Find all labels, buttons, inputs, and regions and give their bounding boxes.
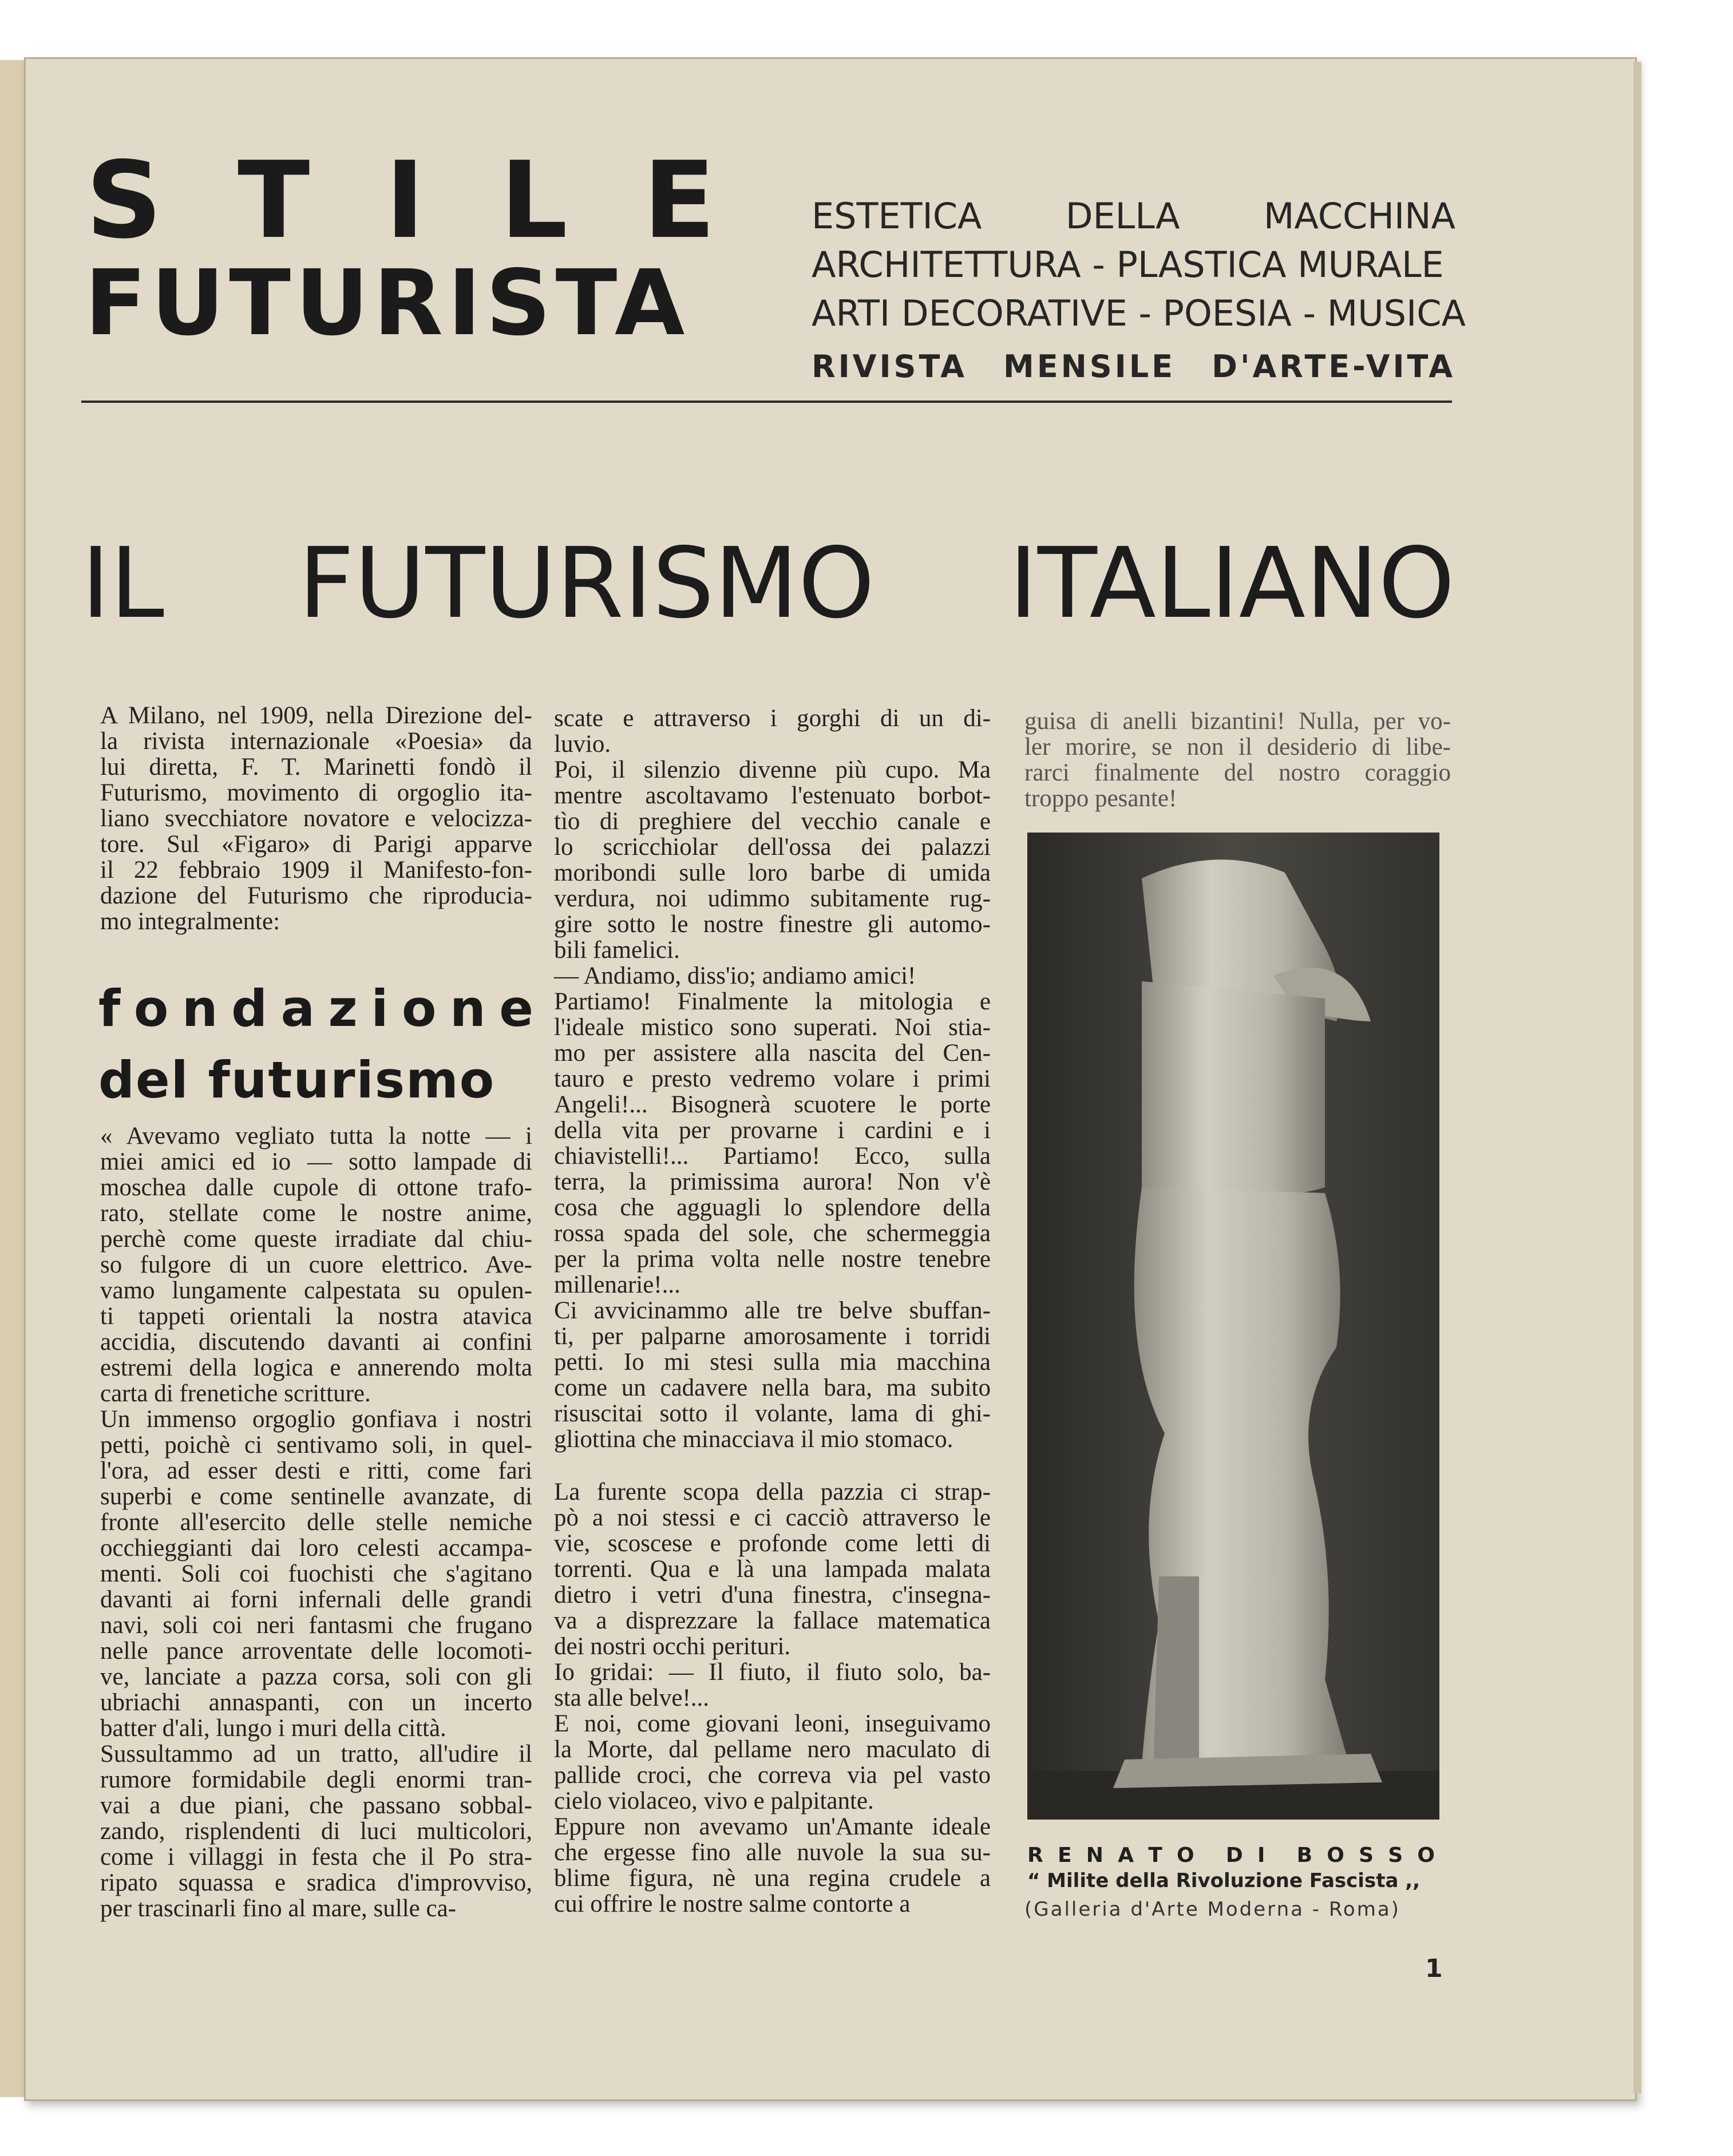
text-line: della vita per provarne i cardini e i [554, 1117, 991, 1144]
text-line: sta alle belve!... [554, 1685, 710, 1711]
text-line: ti, per palparne amorosamente i torridi [554, 1323, 991, 1350]
text-line: estremi della logica e annerendo molta [100, 1354, 532, 1381]
text-line: navi, soli coi neri fantasmi che frugano [100, 1612, 532, 1639]
text-line: bili famelici. [554, 937, 680, 964]
text-line: Io gridai: — Il fiuto, il fiuto solo, ba- [554, 1659, 991, 1686]
text-line: ler morire, se non il desiderio di libe- [1024, 734, 1451, 760]
author-letter: O [1417, 1844, 1435, 1867]
text-line: nelle pance arroventate delle locomoti- [100, 1638, 532, 1664]
author-letter: B [1296, 1844, 1313, 1867]
headline-word: IL [81, 527, 164, 640]
headline-word: ITALIANO [1008, 527, 1455, 640]
manifesto-column-3 [1024, 708, 1451, 811]
text-line: so fulgore di un cuore elettrico. Ave- [100, 1251, 532, 1278]
text-line: chiavistelli!... Partiamo! Ecco, sulla [554, 1143, 991, 1170]
text-line: ti tappeti orientali la nostra atavica [100, 1303, 532, 1330]
sculpture-illustration [1027, 833, 1439, 1820]
masthead-letter: T [238, 138, 310, 262]
section-letter: o [133, 979, 169, 1038]
text-line: come un cadavere nella bara, ma subito [554, 1374, 991, 1401]
text-line: perchè come queste irradiate dal chiu- [100, 1226, 532, 1253]
masthead-title-stile [86, 138, 715, 262]
section-title-line-1 [98, 973, 533, 1044]
text-line: guisa di anelli bizantini! Nulla, per vo- [1024, 708, 1451, 735]
headline-word: FUTURISMO [298, 527, 875, 640]
text-line: vamo lungamente calpestata su opulen- [100, 1277, 532, 1304]
text-line: cui offrire le nostre salme contorte a [554, 1891, 911, 1917]
masthead-subtitle [812, 347, 1455, 387]
masthead-letter: S [86, 138, 163, 262]
text-line: superbi e come sentinelle avanzate, di [100, 1483, 532, 1510]
text-line: troppo pesante! [1024, 785, 1177, 812]
text-line: petti. Io mi stesi sulla mia macchina [554, 1349, 991, 1376]
text-line: la Morte, dal pellame nero maculato di [554, 1736, 991, 1763]
masthead-rule [81, 401, 1452, 403]
text-line: tìo di preghiere del vecchio canale e [554, 808, 991, 835]
text-line: verdura, noi udimmo subitamente rug- [554, 885, 991, 912]
text-line: « Avevamo vegliato tutta la notte — i [100, 1123, 532, 1150]
text-line: E noi, come giovani leoni, inseguivamo [554, 1710, 991, 1737]
section-letter: n [450, 979, 486, 1038]
author-letter: A [1118, 1844, 1134, 1867]
text-line: cielo violaceo, vivo e palpitante. [554, 1788, 874, 1814]
text-line: petti, poichè ci sentivamo soli, in quel- [100, 1432, 532, 1459]
text-line: Poi, il silenzio divenne più cupo. Ma [554, 756, 991, 783]
text-line: lui diretta, F. T. Marinetti fondò il [100, 754, 532, 780]
text-line: rato, stellate come le nostre anime, [100, 1200, 532, 1227]
masthead-letter: E [643, 138, 715, 262]
text-line: risuscitai sotto il volante, lama di ghi- [554, 1400, 991, 1427]
text-line: ubriachi annaspanti, con un incerto [100, 1689, 532, 1716]
text-line: gire sotto le nostre finestre gli automo- [554, 911, 991, 938]
masthead-letter: I [385, 138, 425, 262]
text-line: davanti ai forni infernali delle grandi [100, 1586, 532, 1613]
manifesto-column-2-continued [554, 1479, 991, 1917]
subtitle-word: D'ARTE-VITA [1212, 348, 1455, 385]
text-line: millenarie!... [554, 1271, 680, 1298]
text-line: Eppure non avevamo un'Amante ideale [554, 1813, 991, 1840]
caption-place: (Galleria d'Arte Moderna - Roma) [1024, 1898, 1400, 1921]
text-line: moribondi sulle loro barbe di umida [554, 859, 991, 886]
author-letter: D [1225, 1844, 1243, 1867]
text-line: tore. Sul «Figaro» di Parigi apparve [100, 831, 532, 858]
topics-line-1 [812, 192, 1455, 240]
text-line: Partiamo! Finalmente la mitologia e [554, 988, 991, 1015]
text-line: occhieggianti dai loro celesti accampa- [100, 1535, 532, 1561]
text-line: zando, risplendenti di luci multicolori, [100, 1818, 532, 1845]
text-line: fronte all'esercito delle stelle nemiche [100, 1509, 532, 1536]
text-line: pò a noi stessi e ci cacciò attraverso le [554, 1504, 991, 1531]
text-line: dazione del Futurismo che riproducia- [100, 882, 532, 909]
text-line: cosa che agguagli lo splendore della [554, 1194, 991, 1221]
text-line: gliottina che minacciava il mio stomaco. [554, 1426, 953, 1453]
caption-author [1027, 1842, 1435, 1868]
section-letter: o [402, 979, 437, 1038]
manifesto-column-2 [554, 706, 991, 1452]
page-edge [1633, 62, 1641, 2093]
text-line: Sussultammo ad un tratto, all'udire il [100, 1741, 532, 1767]
text-line: per la prima volta nelle nostre tenebre [554, 1246, 991, 1273]
text-line: rossa spada del sole, che schermeggia [554, 1220, 991, 1247]
topics-line-3: ARTI DECORATIVE - POESIA - MUSICA [812, 292, 1466, 334]
author-letter: O [1327, 1844, 1344, 1867]
text-line: mo integralmente: [100, 908, 280, 935]
section-letter: n [181, 979, 218, 1038]
text-line: mo per assistere alla nascita del Cen- [554, 1040, 991, 1067]
text-line: come i villaggi in festa che il Po stra- [100, 1844, 532, 1870]
text-line: ve, lanciate a pazza corsa, soli con gli [100, 1663, 532, 1690]
text-line: pallide croci, che correva via pel vasto [554, 1762, 991, 1789]
section-letter: a [280, 979, 315, 1038]
section-title [98, 973, 533, 1116]
text-line: rarci finalmente del nostro coraggio [1024, 759, 1451, 786]
author-letter: O [1177, 1844, 1194, 1867]
manifesto-column-1 [100, 1123, 532, 1921]
text-line: batter d'ali, lungo i muri della città. [100, 1715, 446, 1742]
text-line: lo scricchiolar dell'ossa dei palazzi [554, 834, 991, 861]
text-line: Un immenso orgoglio gonfiava i nostri [100, 1406, 532, 1433]
text-line: Ci avvicinammo alle tre belve sbuffan- [554, 1297, 991, 1324]
author-letter: I [1257, 1844, 1265, 1867]
text-line: dietro i vetri d'una finestra, c'insegna- [554, 1582, 991, 1608]
masthead-topics [812, 192, 1466, 387]
sculpture-photo [1027, 833, 1439, 1820]
author-letter: N [1086, 1844, 1103, 1867]
text-line: blime figura, nè una regina crudele a [554, 1865, 991, 1892]
text-line: Futurismo, movimento di orgoglio ita- [100, 779, 532, 806]
text-line: mentre ascoltavamo l'estenuato borbot- [554, 782, 991, 809]
text-line: La furente scopa della pazzia ci strap- [554, 1479, 991, 1505]
text-line: vie, scoscese e profonde come letti di [554, 1530, 991, 1557]
text-line: l'ora, ad esser desti e ritti, come fari [100, 1457, 532, 1484]
masthead-letter: L [500, 138, 568, 262]
section-letter: e [499, 979, 533, 1038]
text-line: A Milano, nel 1909, nella Direzione del- [100, 702, 532, 729]
topic-word: DELLA [1065, 195, 1180, 237]
section-title-line-2: del futurismo [98, 1051, 496, 1109]
section-letter: d [231, 979, 268, 1038]
text-line: carta di frenetiche scritture. [100, 1380, 371, 1407]
topic-word: ESTETICA [812, 195, 982, 237]
text-line: vai a due piani, che passano sobbal- [100, 1792, 532, 1819]
topics-line-2: ARCHITETTURA - PLASTICA MURALE [812, 244, 1444, 286]
author-letter: R [1027, 1844, 1043, 1867]
subtitle-word: MENSILE [1003, 348, 1176, 385]
text-line: terra, la primissima aurora! Non v'è [554, 1168, 991, 1195]
author-letter: S [1388, 1844, 1403, 1867]
text-line: l'ideale mistico sono superati. Noi stia- [554, 1014, 991, 1041]
section-letter: f [98, 979, 121, 1038]
text-line: tauro e presto vedremo volare i primi [554, 1065, 991, 1092]
text-line: per trascinarli fino al mare, sulle ca- [100, 1895, 457, 1922]
masthead-title-futurista: FUTURISTA [85, 251, 690, 356]
intro-paragraph [100, 703, 532, 934]
topic-word: MACCHINA [1263, 195, 1455, 237]
text-line: rumore formidabile degli enormi tran- [100, 1766, 532, 1793]
text-line: la rivista internazionale «Poesia» da [100, 728, 532, 755]
text-line: accidia, discutendo davanti ai confini [100, 1329, 532, 1356]
text-line: va a disprezzare la fallace matematica [554, 1607, 991, 1634]
text-line: moschea dalle cupole di ottone trafo- [100, 1174, 532, 1201]
text-line: liano svecchiatore novatore e velocizza- [100, 805, 532, 832]
page-headline [81, 521, 1455, 647]
text-line: menti. Soli coi fuochisti che s'agitano [100, 1560, 532, 1587]
text-line: luvio. [554, 731, 611, 758]
author-letter: S [1359, 1844, 1374, 1867]
caption-title: “ Milite della Rivoluzione Fascista ,, [1027, 1869, 1421, 1892]
text-line: dei nostri occhi perituri. [554, 1633, 791, 1660]
text-line: miei amici ed io — sotto lampade di [100, 1148, 532, 1175]
text-line: ripato squassa e sradica d'improvviso, [100, 1869, 532, 1896]
text-line: — Andiamo, diss'io; andiamo amici! [554, 962, 916, 989]
section-letter: i [371, 979, 389, 1038]
text-line: Angeli!... Bisognerà scuotere le porte [554, 1091, 991, 1118]
text-line: il 22 febbraio 1909 il Manifesto-fon- [100, 857, 532, 883]
page-number: 1 [1425, 1954, 1443, 1983]
text-line: che ergesse fino alle nuvole la sua su- [554, 1839, 991, 1866]
section-letter: z [328, 979, 358, 1038]
author-letter: E [1057, 1844, 1072, 1867]
text-line: scate e attraverso i gorghi di un di- [554, 705, 991, 732]
subtitle-word: RIVISTA [812, 348, 967, 385]
author-letter: T [1148, 1844, 1162, 1867]
text-line: torrenti. Qua e là una lampada malata [554, 1556, 991, 1583]
